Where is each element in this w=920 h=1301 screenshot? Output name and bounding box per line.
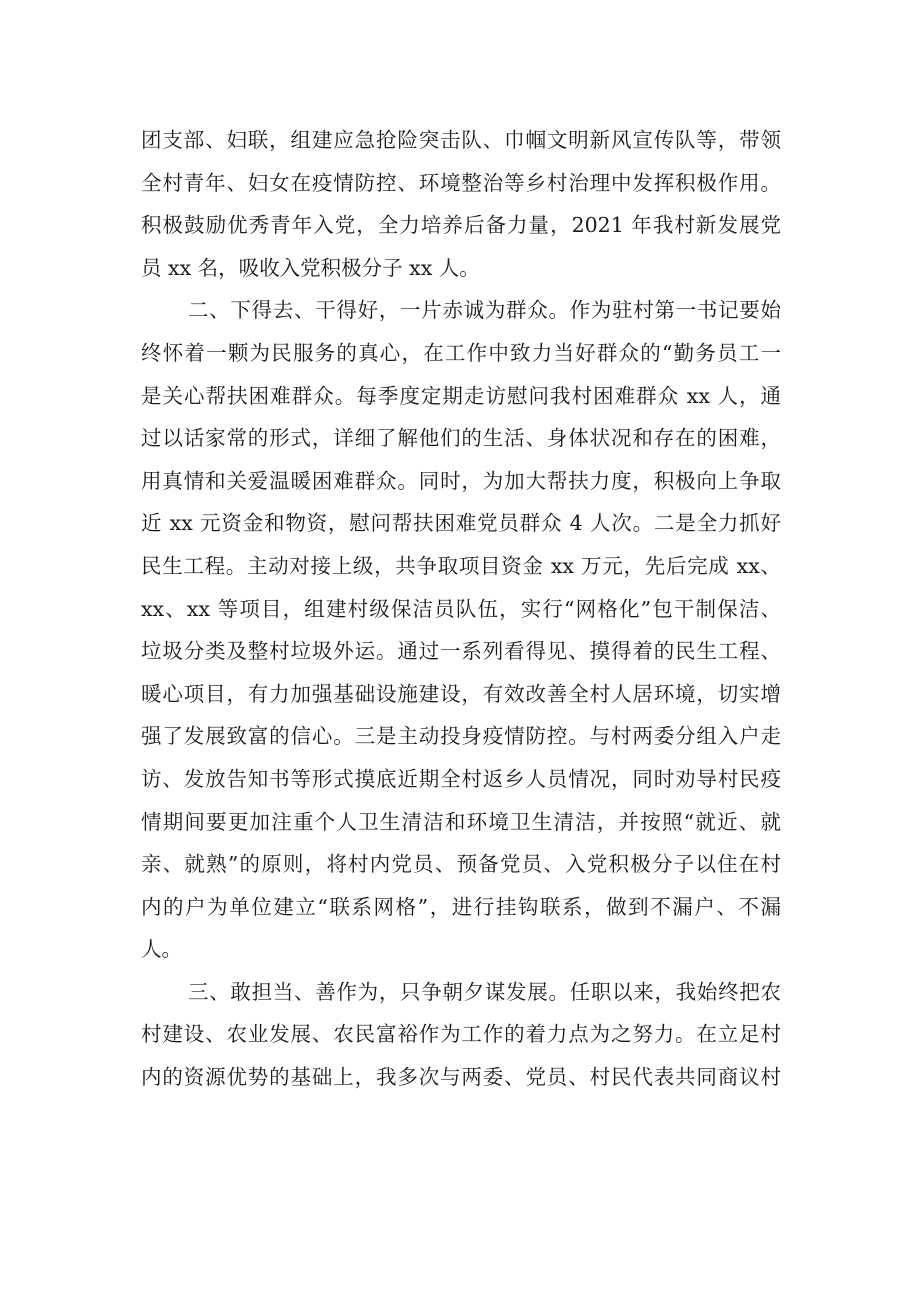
text-line: 村建设、农业发展、农民富裕作为工作的着力点为之努力。在立足村 (141, 1022, 781, 1047)
text-line: 用真情和关爱温暖困难群众。同时，为加大帮扶力度，积极向上争取 (141, 468, 781, 493)
text-line: 过以话家常的形式，详细了解他们的生活、身体状况和存在的困难， (141, 426, 781, 451)
text-line: 近 xx 元资金和物资，慰问帮扶困难党员群众 4 人次。二是全力抓好 (141, 511, 781, 536)
text-line: 二、下得去、干得好，一片赤诚为群众。作为驻村第一书记要始 (188, 298, 781, 323)
text-line: 终怀着一颗为民服务的真心，在工作中致力当好群众的“勤务员工一 (141, 340, 781, 365)
document-body (141, 119, 781, 1099)
text-line: 人。 (141, 937, 182, 962)
text-line: 情期间要更加注重个人卫生清洁和环境卫生清洁，并按照“就近、就 (141, 809, 781, 834)
text-line: xx、xx 等项目，组建村级保洁员队伍，实行“网格化”包干制保洁、 (141, 596, 781, 621)
text-line: 三、敢担当、善作为，只争朝夕谋发展。任职以来，我始终把农 (188, 979, 781, 1004)
text-line: 亲、就熟”的原则，将村内党员、预备党员、入党积极分子以住在村 (141, 852, 781, 877)
text-line: 积极鼓励优秀青年入党，全力培养后备力量，2021 年我村新发展党 (141, 213, 781, 238)
text-line: 暖心项目，有力加强基础设施建设，有效改善全村人居环境，切实增 (141, 681, 781, 706)
text-line: 内的户为单位建立“联系网格”，进行挂钩联系，做到不漏户、不漏 (141, 894, 781, 919)
text-line: 员 xx 名，吸收入党积极分子 xx 人。 (141, 255, 480, 280)
paragraph (141, 119, 781, 289)
text-line: 民生工程。主动对接上级，共争取项目资金 xx 万元，先后完成 xx、 (141, 553, 781, 578)
text-line: 强了发展致富的信心。三是主动投身疫情防控。与村两委分组入户走 (141, 724, 781, 749)
text-line: 是关心帮扶困难群众。每季度定期走访慰问我村困难群众 xx 人，通 (141, 383, 781, 408)
text-line: 团支部、妇联，组建应急抢险突击队、巾帼文明新风宣传队等，带领 (141, 128, 781, 152)
paragraph (141, 289, 781, 971)
text-line: 全村青年、妇女在疫情防控、环境整治等乡村治理中发挥积极作用。 (141, 170, 781, 195)
paragraph (141, 971, 781, 1099)
text-line: 垃圾分类及整村垃圾外运。通过一系列看得见、摸得着的民生工程、 (141, 639, 781, 664)
text-line: 访、发放告知书等形式摸底近期全村返乡人员情况，同时劝导村民疫 (141, 766, 781, 791)
text-line: 内的资源优势的基础上，我多次与两委、党员、村民代表共同商议村 (141, 1065, 781, 1090)
